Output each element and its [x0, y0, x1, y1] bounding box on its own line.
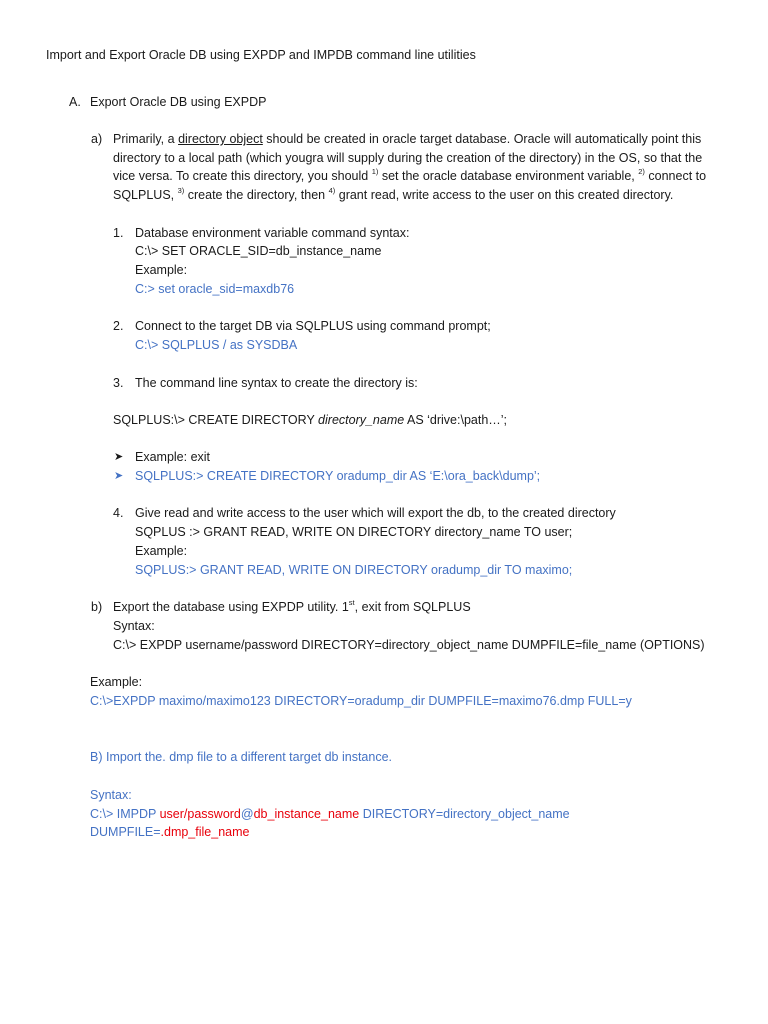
step-1-line-3: Example: — [135, 263, 188, 277]
section-b-heading: B) Import the. dmp file to a different target db instance. — [90, 750, 393, 764]
directory-object-link: directory object — [178, 132, 263, 146]
step-4-marker: 4. — [113, 506, 124, 520]
step-3-bullet-2: SQLPLUS:> CREATE DIRECTORY oradump_dir AS ‘E:\ora_back\dump’; — [135, 469, 541, 483]
item-a-line-1: Primarily, a directory object should be created in oracle target database. Oracle will automatically point this — [113, 132, 702, 146]
step-4-line-1: Give read and write access to the user which will export the db, to the created directory — [135, 506, 616, 520]
section-b-syntax-line-1: C:\> IMPDP user/password@db_instance_name DIRECTORY=directory_object_name — [90, 807, 570, 821]
item-a-marker: a) — [91, 132, 103, 146]
step-1-marker: 1. — [113, 226, 124, 240]
step-2-line-1: Connect to the target DB via SQLPLUS using command prompt; — [135, 319, 491, 333]
export-example-command: C:\>EXPDP maximo/maximo123 DIRECTORY=oradump_dir DUMPFILE=maximo76.dmp FULL=y — [90, 694, 632, 708]
item-b-line-3: C:\> EXPDP username/password DIRECTORY=directory_object_name DUMPFILE=file_name (OPTIONS) — [113, 638, 705, 652]
step-3-marker: 3. — [113, 376, 124, 390]
arrow-bullet-icon: ➤ — [114, 470, 124, 482]
item-a-line-3: vice versa. To create this directory, you should $^{1)}$ set the oracle database environment variable, $^{2)}$ connect to — [113, 166, 707, 183]
item-a-line-2: directory to a local path (which yougra will supply during the creation of the directory) in the OS, so that the — [113, 151, 703, 165]
arrow-bullet-icon: ➤ — [114, 451, 124, 463]
step-1-line-1: Database environment variable command syntax: — [135, 226, 410, 240]
section-a-heading: Export Oracle DB using EXPDP — [90, 95, 267, 109]
step-1-example: C:> set oracle_sid=maxdb76 — [135, 282, 295, 296]
section-b-syntax-label: Syntax: — [90, 788, 132, 802]
step-3-line-1: The command line syntax to create the directory is: — [135, 376, 418, 390]
step-3-bullet-1: Example: exit — [135, 450, 211, 464]
document-title — [46, 46, 476, 64]
step-2-marker: 2. — [113, 319, 124, 333]
step-4-line-2: SQPLUS :> GRANT READ, WRITE ON DIRECTORY directory_name TO user; — [135, 525, 573, 539]
item-b-line-2: Syntax: — [113, 619, 155, 633]
section-b-syntax-line-2: DUMPFILE=.dmp_file_name — [90, 825, 250, 839]
item-b-line-1: Export the database using EXPDP utility. 1st, exit from SQLPLUS — [113, 597, 471, 614]
step-1-line-2: C:\> SET ORACLE_SID=db_instance_name — [135, 244, 382, 258]
step-4-line-3: Example: — [135, 544, 188, 558]
section-a-marker: A. — [69, 95, 81, 109]
export-example-label: Example: — [90, 675, 143, 689]
item-b-marker: b) — [91, 600, 103, 614]
step-3-syntax: SQLPLUS:\> CREATE DIRECTORY directory_name AS ‘drive:\path…’; — [113, 413, 508, 427]
item-a-line-4: SQLPLUS, $^{3)}$ create the directory, then $^{4)}$ grant read, write access to the user on this created directory. — [113, 185, 674, 202]
step-2-example: C:\> SQLPLUS / as SYSDBA — [135, 338, 298, 352]
step-4-example: SQPLUS:> GRANT READ, WRITE ON DIRECTORY oradump_dir TO maximo; — [135, 563, 573, 577]
document-title-text: Import and Export Oracle DB using EXPDP and IMPDB command line utilities — [46, 48, 476, 62]
